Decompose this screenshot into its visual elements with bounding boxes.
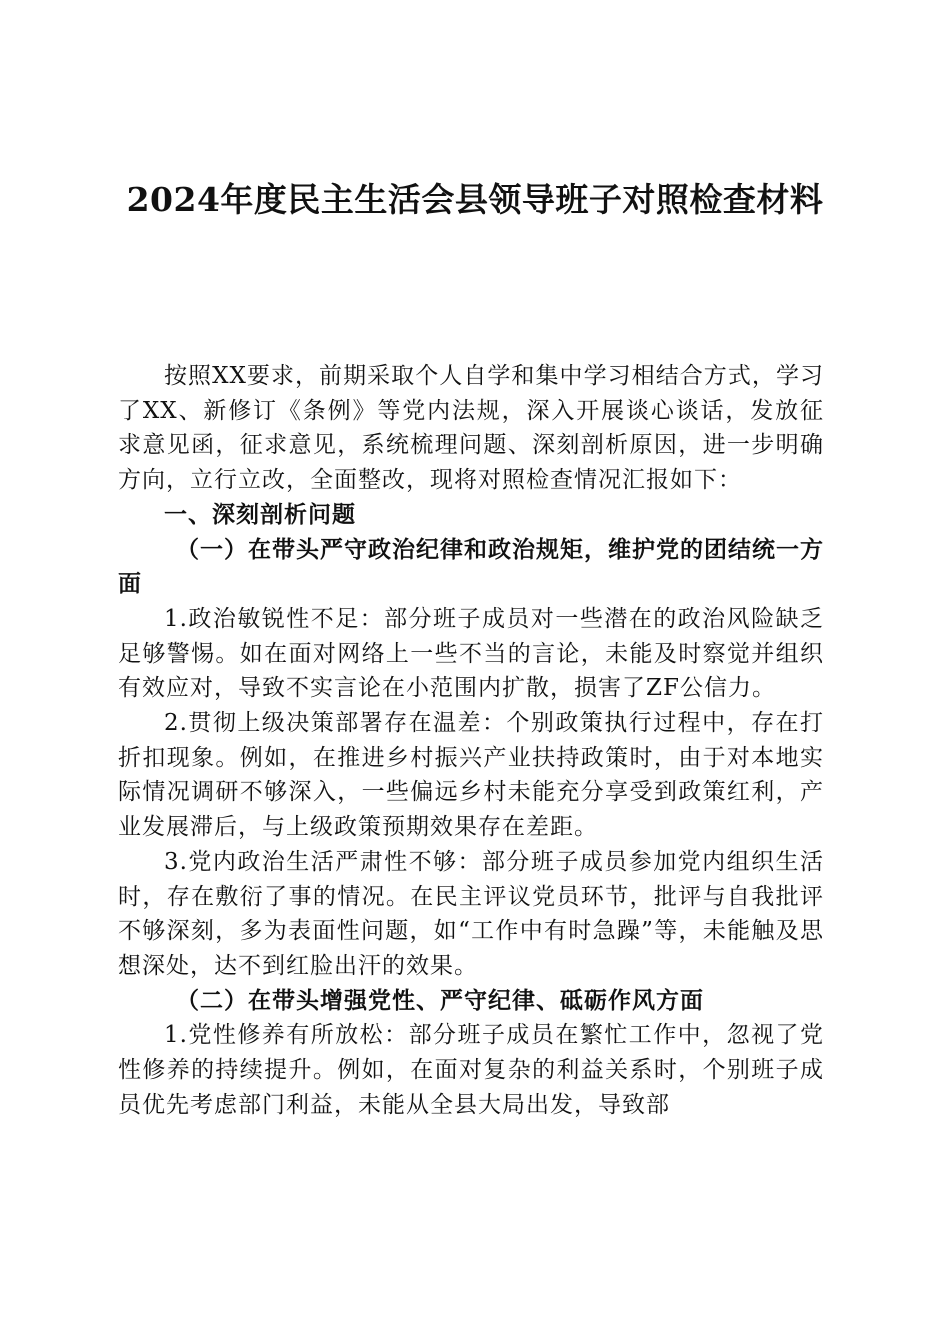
document-body [118,359,824,1122]
document-title: 2024年度民主生活会县领导班子对照检查材料 [126,180,824,219]
list-item: 1.政治敏锐性不足：部分班子成员对一些潜在的政治风险缺乏足够警惕。如在面对网络上一些不当的言论，未能及时察觉并组织有效应对，导致不实言论在小范围内扩散，损害了ZF公信力。 [118,605,824,702]
subsection-heading-2: （二）在带头增强党性、严守纪律、砥砺作风方面 [176,986,704,1014]
subsection-heading-1: （一）在带头严守政治纪律和政治规矩，维护党的团结统一方面 [118,535,824,598]
section-heading-1: 一、深刻剖析问题 [164,501,356,528]
list-item: 3.党内政治生活严肃性不够：部分班子成员参加党内组织生活时，存在敷衍了事的情况。在民主评议党员环节，批评与自我批评不够深刻，多为表面性问题，如“工作中有时急躁”等，未能触及思想深处，达不到红脸出汗的效果。 [118,848,824,979]
list-item: 2.贯彻上级决策部署存在温差：个别政策执行过程中，存在打折扣现象。例如，在推进乡村振兴产业扶持政策时，由于对本地实际情况调研不够深入，一些偏远乡村未能充分享受到政策红利，产业发展滞后，与上级政策预期效果存在差距。 [118,710,824,841]
list-item: 1.党性修养有所放松：部分班子成员在繁忙工作中，忽视了党性修养的持续提升。例如，在面对复杂的利益关系时，个别班子成员优先考虑部门利益，未能从全县大局出发，导致部 [118,1022,824,1118]
intro-paragraph: 按照XX要求，前期采取个人自学和集中学习相结合方式，学习了XX、新修订《条例》等党内法规，深入开展谈心谈话，发放征求意见函，征求意见，系统梳理问题、深刻剖析原因，进一步明确方向，立行立改，全面整改，现将对照检查情况汇报如下： [118,363,824,494]
